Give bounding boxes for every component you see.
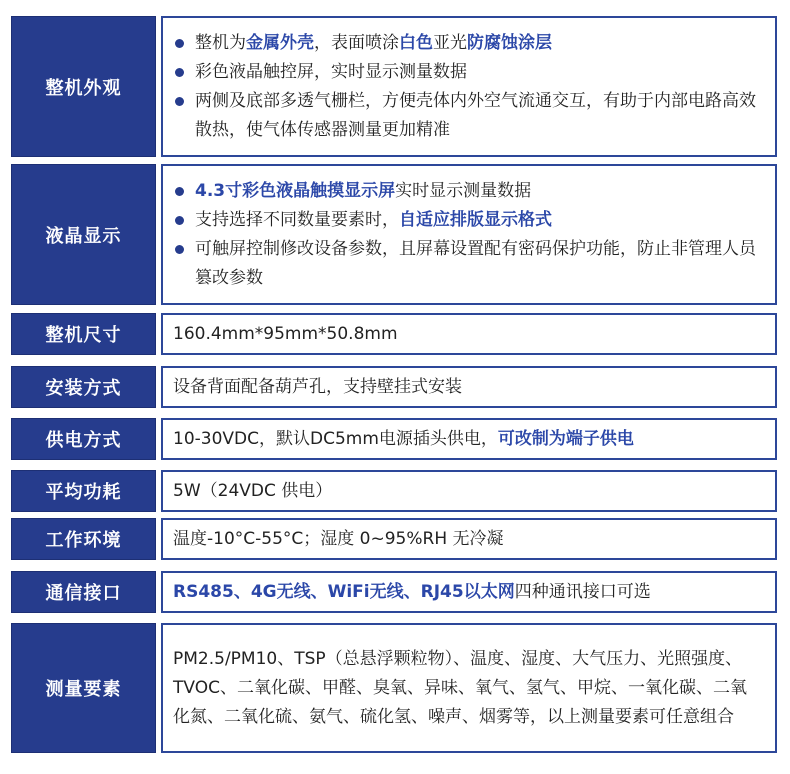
- spec-value: [161, 623, 777, 753]
- bullet-dot-icon: [175, 245, 184, 254]
- bullet-dot-icon: [175, 216, 184, 225]
- bullet-dot-icon: [175, 39, 184, 48]
- spec-label: 整机尺寸: [11, 313, 156, 355]
- spec-value: [161, 366, 777, 408]
- spec-label: 测量要素: [11, 623, 156, 753]
- spec-value: [161, 418, 777, 460]
- spec-label: 整机外观: [11, 16, 156, 157]
- spec-row-installation: [11, 366, 777, 408]
- bullet-dot-icon: [175, 68, 184, 77]
- spec-value: [161, 571, 777, 613]
- bullet-text: 彩色液晶触控屏，实时显示测量数据: [195, 61, 467, 82]
- bullet-item: [173, 177, 763, 206]
- text-segment: 温度-10°C-55°C；湿度 0~95%RH 无冷凝: [173, 528, 504, 549]
- text-segment: 实时显示测量数据: [395, 180, 532, 201]
- spec-row-environment: [11, 518, 777, 560]
- bullet-dot-icon: [175, 97, 184, 106]
- bullet-text: [195, 177, 763, 206]
- bullet-item: [173, 29, 763, 58]
- highlight-segment: 白色: [399, 32, 433, 53]
- spec-row-power-supply: [11, 418, 777, 460]
- spec-label: 工作环境: [11, 518, 156, 560]
- spec-value: [161, 16, 777, 157]
- bullet-item: [173, 87, 763, 145]
- highlight-segment: RS485、4G无线、WiFi无线、RJ45以太网: [173, 581, 515, 602]
- highlight-segment: 防腐蚀涂层: [467, 32, 552, 53]
- bullet-dot-icon: [175, 187, 184, 196]
- text-segment: 10-30VDC，默认DC5mm电源插头供电，: [173, 428, 498, 449]
- bullet-item: [173, 235, 763, 293]
- spec-value: [161, 470, 777, 512]
- bullet-text: 两侧及底部多透气栅栏，方便壳体内外空气流通交互，有助于内部电路高效散热，使气体传感器测量更加精准: [195, 90, 756, 140]
- highlight-segment: 可改制为端子供电: [497, 428, 634, 449]
- text-segment: 设备背面配备葫芦孔，支持壁挂式安装: [173, 376, 462, 397]
- bullet-item: [173, 58, 763, 87]
- text-segment: 整机为: [195, 32, 246, 53]
- bullet-text: [195, 206, 763, 235]
- bullet-item: [173, 206, 763, 235]
- spec-row-appearance: [11, 16, 777, 157]
- spec-row-dimensions: [11, 313, 777, 355]
- text-segment: 160.4mm*95mm*50.8mm: [173, 323, 398, 344]
- highlight-segment: 4.3寸彩色液晶触摸显示屏: [195, 180, 396, 201]
- text-segment: 亚光: [433, 32, 467, 53]
- text-segment: ，表面喷涂: [314, 32, 399, 53]
- highlight-segment: 金属外壳: [246, 32, 314, 53]
- text-segment: 四种通讯接口可选: [514, 581, 651, 602]
- spec-row-interfaces: [11, 571, 777, 613]
- spec-label: 液晶显示: [11, 164, 156, 305]
- spec-row-display: [11, 164, 777, 305]
- spec-value: [161, 518, 777, 560]
- spec-row-measurements: [11, 623, 777, 753]
- text-segment: PM2.5/PM10、TSP（总悬浮颗粒物）、温度、湿度、大气压力、光照强度、TVOC、二氧化碳、甲醛、臭氧、异味、氧气、氢气、甲烷、一氧化碳、二氧化氮、二氧化硫、氨气、硫化氢、噪声、烟雾等，以上测量要素可任意组合: [173, 648, 747, 727]
- spec-label: 安装方式: [11, 366, 156, 408]
- spec-value: [161, 164, 777, 305]
- spec-label: 供电方式: [11, 418, 156, 460]
- spec-value: [161, 313, 777, 355]
- text-segment: 5W（24VDC 供电）: [173, 480, 333, 501]
- spec-row-power-consumption: [11, 470, 777, 512]
- highlight-segment: 自适应排版显示格式: [399, 209, 552, 230]
- spec-label: 通信接口: [11, 571, 156, 613]
- bullet-text: [195, 29, 763, 58]
- spec-label: 平均功耗: [11, 470, 156, 512]
- bullet-text: 可触屏控制修改设备参数，且屏幕设置配有密码保护功能，防止非管理人员篡改参数: [195, 238, 756, 288]
- text-segment: 支持选择不同数量要素时，: [195, 209, 399, 230]
